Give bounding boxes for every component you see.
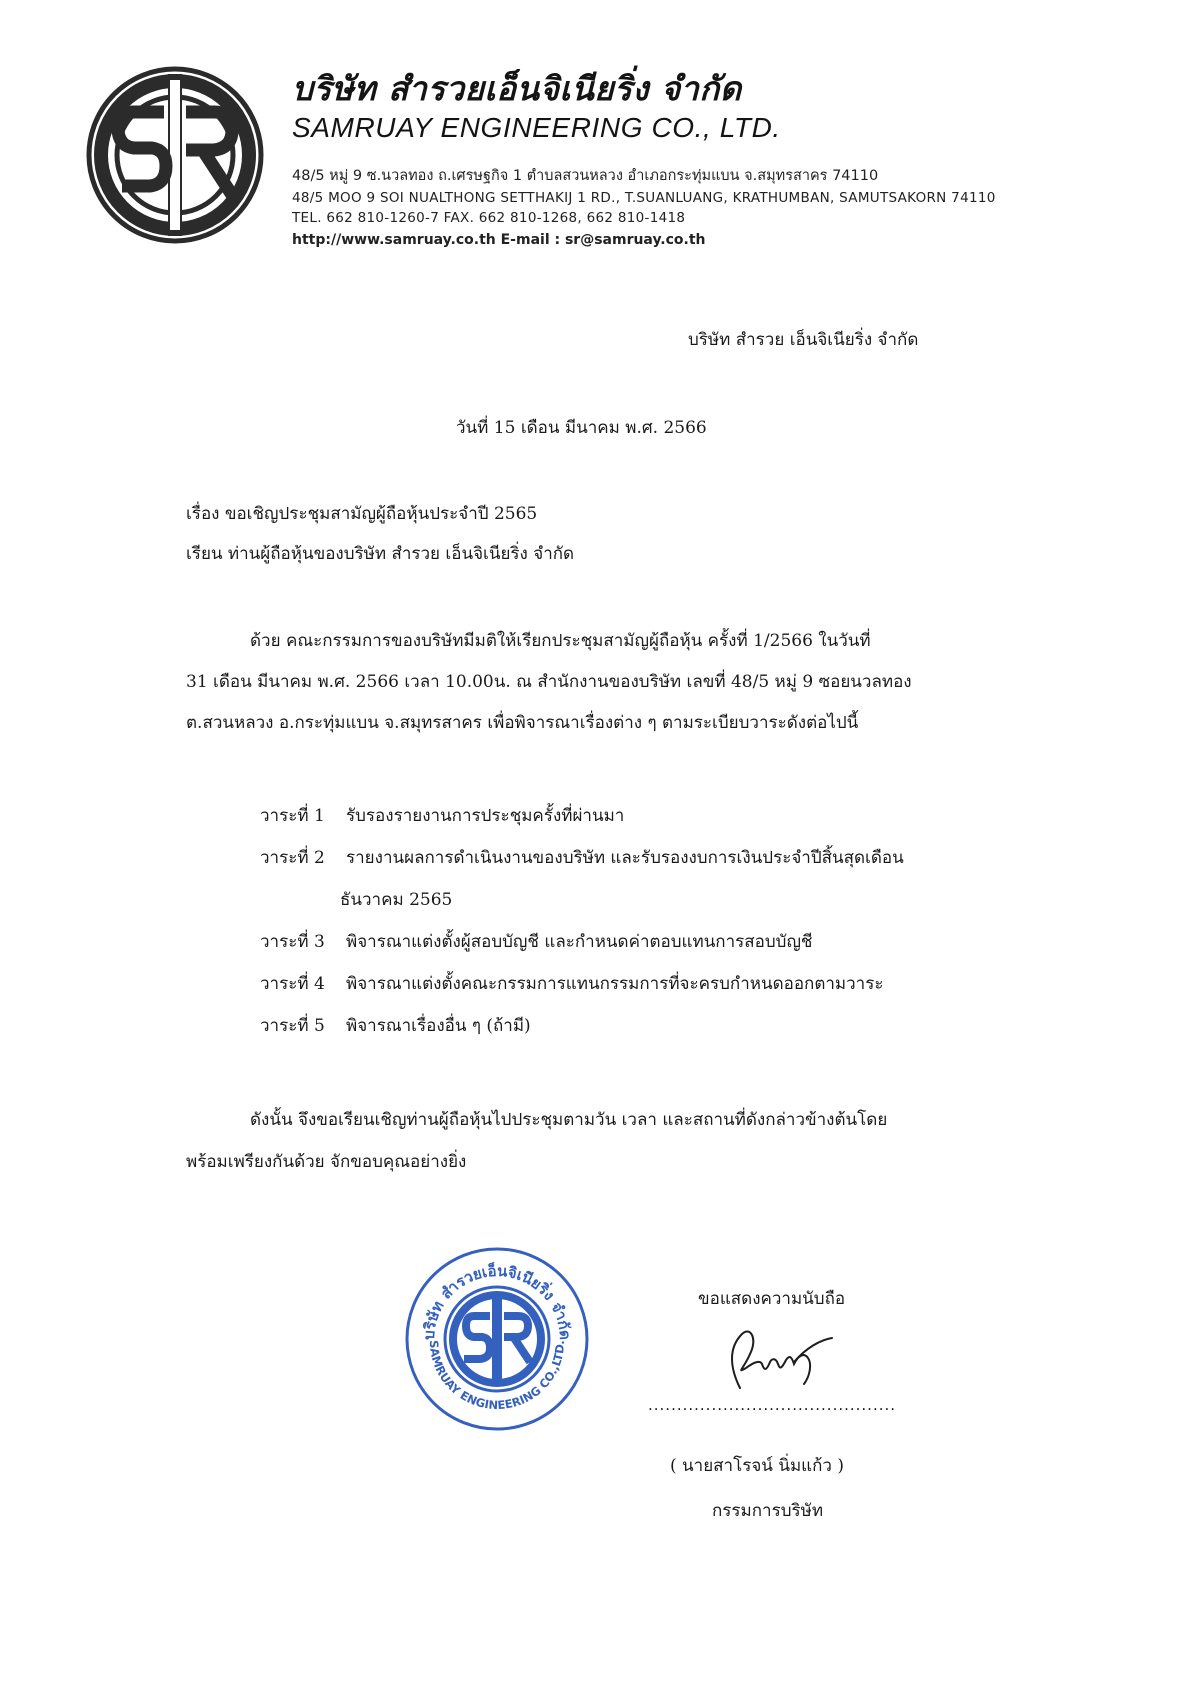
svg-text:บริษัท สำรวยเอ็นจิเนียริ่ง จำก: บริษัท สำรวยเอ็นจิเนียริ่ง จำกัด: [419, 1261, 575, 1341]
agenda-number: วาระที่ 4: [260, 974, 325, 994]
handwritten-signature: [720, 1318, 850, 1398]
company-seal: [404, 1246, 590, 1432]
address-thai: 48/5 หมู่ 9 ซ.นวลทอง ถ.เศรษฐกิจ 1 ตำบลสวนหลวง อำเภอกระทุ่มแบน จ.สมุทรสาคร 74110: [292, 168, 879, 184]
sender-company: บริษัท สำรวย เอ็นจิเนียริ่ง จำกัด: [688, 330, 919, 350]
agenda-item: [260, 1012, 904, 1054]
agenda-item: [260, 844, 904, 886]
paragraph-line: 31 เดือน มีนาคม พ.ศ. 2566 เวลา 10.00น. ณ สำนักงานของบริษัท เลขที่ 48/5 หมู่ 9 ซอยนวลทอง: [186, 672, 912, 692]
agenda-text: รับรองรายงานการประชุมครั้งที่ผ่านมา: [346, 806, 625, 826]
paragraph-invitation: [186, 627, 1016, 750]
letter-salutation: เรียน ท่านผู้ถือหุ้นของบริษัท สำรวย เอ็นจิเนียริ่ง จำกัด: [186, 544, 575, 564]
closing-regards: ขอแสดงความนับถือ: [698, 1289, 846, 1309]
paragraph-line: ดังนั้น จึงขอเรียนเชิญท่านผู้ถือหุ้นไปประชุมตามวัน เวลา และสถานที่ดังกล่าวข้างต้นโดย: [250, 1110, 888, 1130]
agenda-text: รายงานผลการดำเนินงานของบริษัท และรับรองงบการเงินประจำปีสิ้นสุดเดือน: [346, 848, 904, 868]
agenda-number: วาระที่ 1: [260, 806, 325, 826]
agenda-item: [260, 928, 904, 970]
paragraph-line: พร้อมเพรียงกันด้วย จักขอบคุณอย่างยิ่ง: [186, 1152, 467, 1172]
agenda-text: พิจารณาแต่งตั้งผู้สอบบัญชี และกำหนดค่าตอบแทนการสอบบัญชี: [346, 932, 813, 952]
agenda-item: [260, 970, 904, 1012]
letter-subject: เรื่อง ขอเชิญประชุมสามัญผู้ถือหุ้นประจำปี 2565: [186, 504, 538, 524]
company-logo: [86, 66, 264, 244]
company-seal-icon: [404, 1246, 590, 1432]
company-name-thai: บริษัท สำรวยเอ็นจิเนียริ่ง จำกัด: [292, 69, 742, 108]
letter-date: วันที่ 15 เดือน มีนาคม พ.ศ. 2566: [456, 418, 707, 438]
agenda-number: วาระที่ 2: [260, 848, 325, 868]
sr-logo-icon: [86, 66, 264, 244]
address-english: 48/5 MOO 9 SOI NUALTHONG SETTHAKIJ 1 RD., T.SUANLUANG, KRATHUMBAN, SAMUTSAKORN 74110: [292, 190, 996, 206]
website-email: http://www.samruay.co.th E-mail : sr@samruay.co.th: [292, 232, 706, 248]
agenda-text: พิจารณาเรื่องอื่น ๆ (ถ้ามี): [346, 1016, 531, 1036]
agenda-list: [260, 802, 904, 1054]
agenda-text: พิจารณาแต่งตั้งคณะกรรมการแทนกรรมการที่จะครบกำหนดออกตามวาระ: [346, 974, 884, 994]
signer-name: ( นายสาโรจน์ นิ่มแก้ว ): [670, 1456, 844, 1476]
signature-line: ...........................................: [648, 1396, 897, 1414]
agenda-number: วาระที่ 5: [260, 1016, 325, 1036]
signature-icon: [720, 1318, 850, 1398]
agenda-number: วาระที่ 3: [260, 932, 325, 952]
paragraph-closing: [186, 1106, 1016, 1190]
agenda-item-continuation: [260, 886, 904, 928]
contact-phone-fax: TEL. 662 810-1260-7 FAX. 662 810-1268, 662 810-1418: [292, 210, 686, 226]
paragraph-line: ต.สวนหลวง อ.กระทุ่มแบน จ.สมุทรสาคร เพื่อพิจารณาเรื่องต่าง ๆ ตามระเบียบวาระดังต่อไปนี้: [186, 713, 859, 733]
paragraph-line: ด้วย คณะกรรมการของบริษัทมีมติให้เรียกประชุมสามัญผู้ถือหุ้น ครั้งที่ 1/2566 ในวันที่: [250, 631, 871, 651]
svg-text:SAMRUAY ENGINEERING CO.,LTD.: SAMRUAY ENGINEERING CO.,LTD.: [426, 1339, 568, 1413]
signer-title: กรรมการบริษัท: [712, 1501, 824, 1521]
agenda-text: ธันวาคม 2565: [340, 890, 453, 910]
agenda-item: [260, 802, 904, 844]
company-name-english: SAMRUAY ENGINEERING CO., LTD.: [292, 112, 781, 143]
